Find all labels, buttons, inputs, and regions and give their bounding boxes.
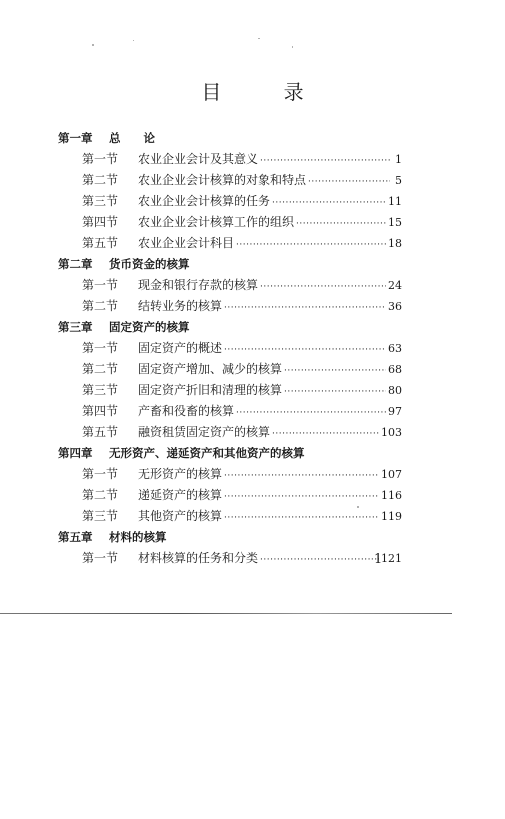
toc-entry[interactable]: [58, 233, 402, 254]
toc-entry[interactable]: [58, 506, 402, 527]
dot-leader: [224, 487, 379, 508]
section-number: 第二节: [82, 299, 119, 313]
section-page-number: 36: [388, 300, 402, 313]
toc-entry[interactable]: [58, 275, 402, 296]
scan-fold-line: [0, 613, 452, 614]
section-number: 第一节: [82, 341, 119, 355]
toc-entry[interactable]: [58, 485, 402, 506]
section-title: 结转业务的核算: [138, 299, 223, 313]
section-number: 第四节: [82, 215, 119, 229]
section-number: 第一节: [82, 278, 119, 292]
section-title: 递延资产的核算: [138, 488, 223, 502]
dot-leader: [260, 277, 386, 298]
section-number: 第三节: [82, 383, 119, 397]
section-page-number: 63: [388, 342, 402, 355]
toc-entry[interactable]: [58, 212, 402, 233]
section-page-number: 18: [388, 237, 402, 250]
chapter-number: 第四章: [58, 446, 93, 460]
scan-speck: [258, 38, 260, 39]
section-number: 第五节: [82, 425, 119, 439]
section-number: 第二节: [82, 362, 119, 376]
section-number: 第一节: [82, 551, 119, 565]
section-number: 第五节: [82, 236, 119, 250]
dot-leader: [224, 298, 386, 319]
toc-entry[interactable]: [58, 149, 402, 170]
chapter-heading[interactable]: [58, 128, 402, 149]
section-title: 材料核算的任务和分类: [138, 551, 259, 565]
section-title: 其他资产的核算: [138, 509, 223, 523]
dot-leader: [296, 214, 386, 235]
section-title: 固定资产增加、减少的核算: [138, 362, 283, 376]
table-of-contents: [58, 128, 402, 569]
dot-leader: [260, 151, 390, 172]
section-page-number: 15: [388, 216, 402, 229]
section-number: 第一节: [82, 467, 119, 481]
section-page-number: 107: [381, 468, 402, 481]
dot-leader: [236, 403, 386, 424]
chapter-heading[interactable]: [58, 443, 402, 464]
section-page-number: 1: [395, 153, 402, 166]
section-page-number: 11: [388, 195, 402, 208]
page-title: 目 录: [201, 80, 332, 104]
chapter-number: 第二章: [58, 257, 93, 271]
chapter-title: 无形资产、递延资产和其他资产的核算: [109, 446, 305, 460]
section-page-number: 68: [388, 363, 402, 376]
section-number: 第三节: [82, 509, 119, 523]
section-page-number: 119: [381, 510, 402, 523]
section-title: 融资租赁固定资产的核算: [138, 425, 271, 439]
toc-entry[interactable]: [58, 191, 402, 212]
section-number: 第四节: [82, 404, 119, 418]
chapter-number: 第一章: [58, 131, 93, 145]
section-page-number: 103: [381, 426, 402, 439]
chapter-heading[interactable]: [58, 254, 402, 275]
scan-speck: [133, 40, 134, 41]
chapter-number: 第三章: [58, 320, 93, 334]
chapter-heading[interactable]: [58, 527, 402, 548]
dot-leader: [284, 361, 386, 382]
chapter-title: 固定资产的核算: [109, 320, 190, 334]
chapter-number: 第五章: [58, 530, 93, 544]
toc-entry[interactable]: [58, 296, 402, 317]
dot-leader: [224, 466, 379, 487]
section-title: 现金和银行存款的核算: [138, 278, 259, 292]
section-number: 第二节: [82, 488, 119, 502]
section-number: 第二节: [82, 173, 119, 187]
section-page-number: 5: [395, 174, 402, 187]
section-title: 产畜和役畜的核算: [138, 404, 235, 418]
section-page-number: 24: [388, 279, 402, 292]
dot-leader: [224, 508, 379, 529]
dot-leader: [224, 340, 386, 361]
toc-entry[interactable]: [58, 464, 402, 485]
dot-leader: [272, 193, 386, 214]
dot-leader: [236, 235, 386, 256]
dot-leader: [272, 424, 379, 445]
section-title: 固定资产的概述: [138, 341, 223, 355]
section-number: 第三节: [82, 194, 119, 208]
section-title: 农业企业会计核算的对象和特点: [138, 173, 307, 187]
dot-leader: [260, 550, 379, 571]
toc-entry[interactable]: [58, 380, 402, 401]
section-page-number: 116: [381, 489, 402, 502]
page-number: 1: [374, 552, 383, 567]
section-page-number: 97: [388, 405, 402, 418]
section-title: 农业企业会计核算工作的组织: [138, 215, 295, 229]
toc-entry[interactable]: [58, 422, 402, 443]
scan-speck: [92, 44, 94, 46]
section-title: 农业企业会计及其意义: [138, 152, 259, 166]
section-title: 无形资产的核算: [138, 467, 223, 481]
section-title: 固定资产折旧和清理的核算: [138, 383, 283, 397]
section-title: 农业企业会计科目: [138, 236, 235, 250]
toc-entry[interactable]: [58, 359, 402, 380]
dot-leader: [284, 382, 386, 403]
chapter-title: 材料的核算: [109, 530, 167, 544]
toc-entry[interactable]: [58, 548, 402, 569]
chapter-title: 总 论: [109, 131, 155, 145]
chapter-heading[interactable]: [58, 317, 402, 338]
scan-speck: [357, 506, 359, 508]
section-page-number: 80: [388, 384, 402, 397]
toc-entry[interactable]: [58, 338, 402, 359]
section-number: 第一节: [82, 152, 119, 166]
toc-entry[interactable]: [58, 401, 402, 422]
section-title: 农业企业会计核算的任务: [138, 194, 271, 208]
section-page-number: 121: [381, 552, 402, 565]
chapter-title: 货币资金的核算: [109, 257, 190, 271]
scan-speck: [292, 46, 293, 48]
toc-entry[interactable]: [58, 170, 402, 191]
dot-leader: [308, 172, 390, 193]
